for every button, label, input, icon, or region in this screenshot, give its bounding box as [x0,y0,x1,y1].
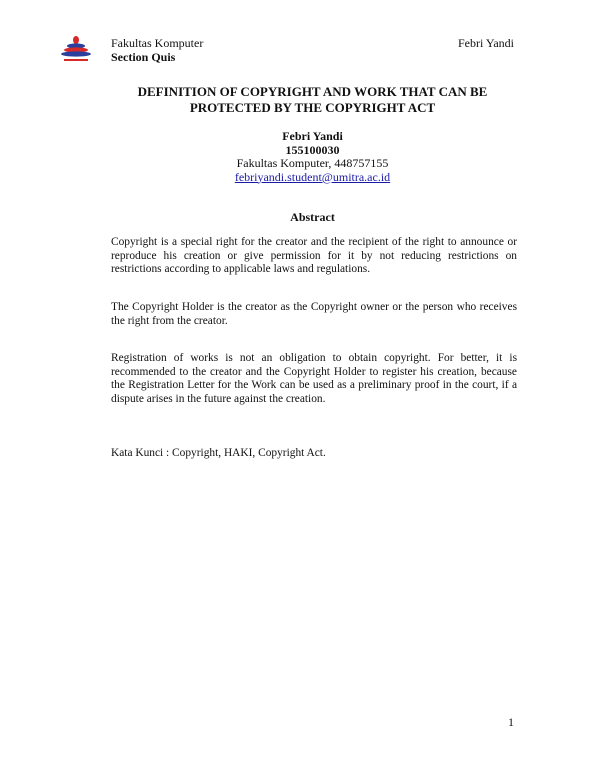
header-author: Febri Yandi [457,36,514,50]
header-faculty: Fakultas Komputer [111,36,204,50]
abstract-paragraph-2: The Copyright Holder is the creator as the Copyright owner or the person who receives the right from the creator. [111,301,517,327]
paper-title [60,84,565,116]
running-header [111,36,203,64]
abstract-paragraph-3: Registration of works is not an obligation to obtain copyright. For better, it is recommended to the creator and the Copyright Holder to register his creation, because the Registration Letter for the Work can be used as a preliminary proof in the court, if a dispute arises in the future against the creation. [111,352,517,405]
header-section: Section Quis [111,50,176,64]
author-block [60,130,565,184]
university-logo-icon [58,33,94,65]
page-number: 1 [508,715,514,729]
author-email-link[interactable]: febriyandi.student@umitra.ac.id [234,169,391,184]
title-line-1: DEFINITION OF COPYRIGHT AND WORK THAT CAN BE [137,84,488,99]
author-id: 155100030 [285,142,340,157]
title-line-2: PROTECTED BY THE COPYRIGHT ACT [189,100,436,115]
author-affiliation: Fakultas Komputer, 448757155 [236,156,389,170]
author-name: Febri Yandi [282,129,343,143]
abstract-heading: Abstract [290,210,335,224]
keywords: Kata Kunci : Copyright, HAKI, Copyright Act. [111,447,326,459]
abstract-paragraph-1: Copyright is a special right for the creator and the recipient of the right to announce or reproduce his creation or give permission for it by not reducing restrictions on restrictions according to applicable laws and regulations. [111,236,517,276]
